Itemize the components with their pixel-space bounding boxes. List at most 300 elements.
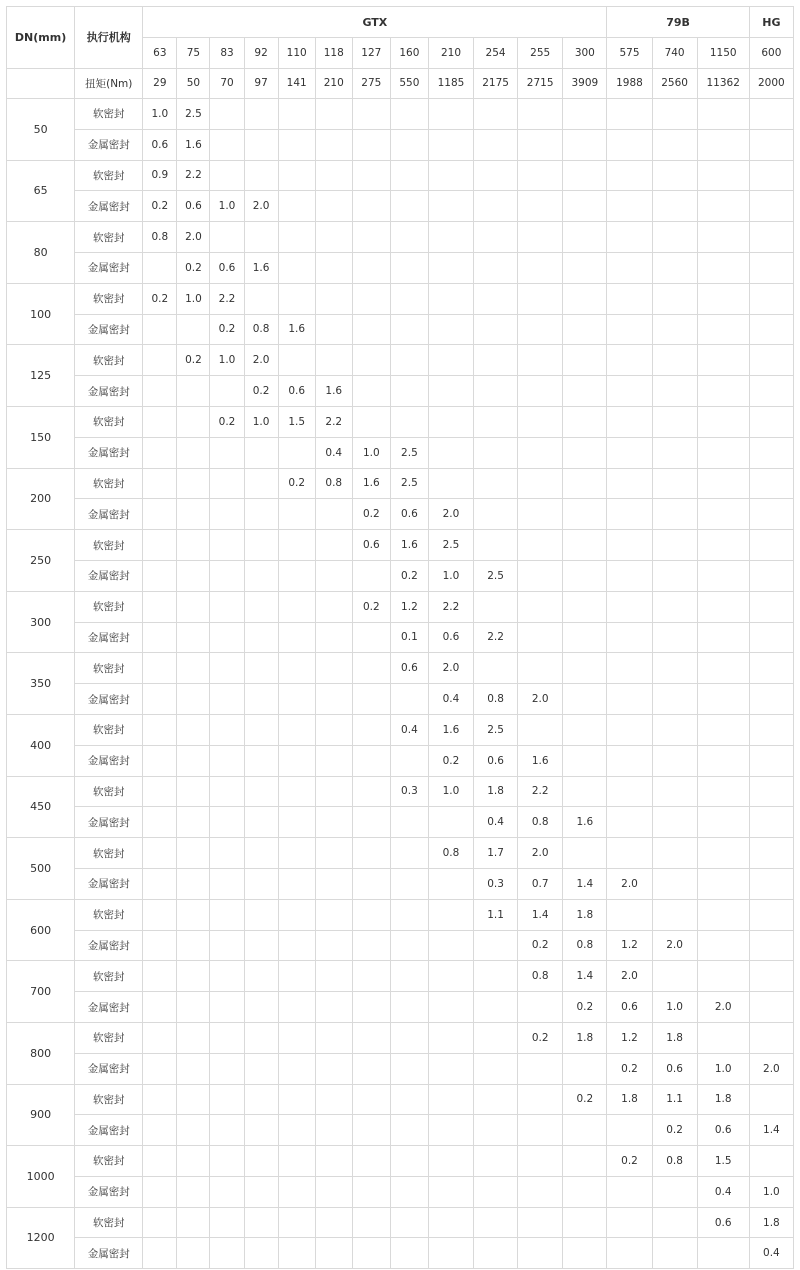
pressure-cell: [518, 1207, 563, 1238]
pressure-cell: [315, 191, 352, 222]
pressure-cell: [697, 776, 749, 807]
torque-header-cell: 2715: [518, 68, 563, 99]
pressure-cell: [518, 437, 563, 468]
pressure-cell: [428, 283, 473, 314]
pressure-cell: [563, 191, 607, 222]
pressure-cell: 0.2: [210, 314, 244, 345]
pressure-cell: [652, 129, 697, 160]
pressure-cell: [177, 499, 210, 530]
pressure-cell: [390, 930, 428, 961]
pressure-cell: [563, 1146, 607, 1177]
pressure-cell: [278, 560, 315, 591]
pressure-cell: [244, 776, 278, 807]
pressure-cell: [563, 160, 607, 191]
pressure-cell: 0.2: [518, 930, 563, 961]
pressure-cell: [390, 191, 428, 222]
pressure-cell: [652, 622, 697, 653]
pressure-cell: [563, 1238, 607, 1269]
pressure-cell: [143, 745, 177, 776]
pressure-cell: [607, 191, 652, 222]
metal-seal-row: [7, 252, 794, 283]
soft-seal-row: [7, 776, 794, 807]
pressure-cell: [518, 376, 563, 407]
pressure-cell: [143, 530, 177, 561]
pressure-cell: [697, 530, 749, 561]
metal-seal-row: [7, 1053, 794, 1084]
dn-size-cell: 700: [7, 961, 75, 1023]
pressure-cell: [278, 653, 315, 684]
pressure-cell: [244, 899, 278, 930]
pressure-cell: [563, 499, 607, 530]
pressure-cell: [244, 437, 278, 468]
pressure-cell: [428, 191, 473, 222]
soft-seal-row: [7, 591, 794, 622]
pressure-cell: [352, 961, 390, 992]
pressure-cell: 2.0: [177, 222, 210, 253]
pressure-cell: [352, 252, 390, 283]
soft-seal-row: [7, 160, 794, 191]
torque-header-cell: 70: [210, 68, 244, 99]
soft-seal-row: [7, 838, 794, 869]
pressure-cell: 1.8: [563, 899, 607, 930]
pressure-cell: [474, 129, 518, 160]
pressure-cell: [428, 807, 473, 838]
pressure-cell: [749, 530, 793, 561]
pressure-cell: [210, 530, 244, 561]
pressure-cell: [697, 468, 749, 499]
pressure-cell: [607, 1238, 652, 1269]
seal-type-label: 金属密封: [75, 129, 143, 160]
pressure-cell: [390, 252, 428, 283]
pressure-cell: [390, 868, 428, 899]
pressure-cell: 0.8: [652, 1146, 697, 1177]
pressure-cell: [244, 468, 278, 499]
pressure-cell: [210, 1146, 244, 1177]
pressure-cell: [143, 1022, 177, 1053]
dn-size-cell: 350: [7, 653, 75, 715]
pressure-cell: [278, 437, 315, 468]
pressure-cell: [315, 99, 352, 130]
soft-seal-row: [7, 899, 794, 930]
pressure-cell: 0.2: [607, 1146, 652, 1177]
pressure-cell: [518, 99, 563, 130]
pressure-cell: [390, 1084, 428, 1115]
pressure-cell: [244, 622, 278, 653]
pressure-cell: [563, 283, 607, 314]
pressure-cell: [697, 376, 749, 407]
torque-header-row: [7, 68, 794, 99]
pressure-cell: [474, 591, 518, 622]
torque-header: 扭矩(Nm): [75, 68, 143, 99]
pressure-cell: [177, 838, 210, 869]
pressure-cell: [177, 745, 210, 776]
model-header-cell: 110: [278, 38, 315, 69]
pressure-cell: [652, 714, 697, 745]
pressure-cell: [177, 560, 210, 591]
pressure-cell: [177, 314, 210, 345]
model-header-cell: 63: [143, 38, 177, 69]
pressure-cell: [143, 653, 177, 684]
pressure-cell: [210, 1084, 244, 1115]
pressure-cell: [652, 191, 697, 222]
pressure-cell: 1.2: [607, 1022, 652, 1053]
pressure-cell: [563, 684, 607, 715]
pressure-cell: [428, 345, 473, 376]
pressure-cell: [749, 283, 793, 314]
seal-type-label: 软密封: [75, 591, 143, 622]
pressure-cell: [210, 653, 244, 684]
dn-size-cell: 50: [7, 99, 75, 161]
pressure-cell: [428, 899, 473, 930]
pressure-cell: [697, 807, 749, 838]
pressure-cell: [607, 345, 652, 376]
pressure-cell: 0.2: [352, 591, 390, 622]
pressure-cell: 1.4: [749, 1115, 793, 1146]
pressure-cell: [652, 899, 697, 930]
pressure-cell: 2.0: [518, 684, 563, 715]
seal-type-label: 金属密封: [75, 560, 143, 591]
pressure-cell: [390, 992, 428, 1023]
pressure-cell: 0.6: [352, 530, 390, 561]
pressure-cell: [143, 1207, 177, 1238]
pressure-cell: [315, 1146, 352, 1177]
pressure-cell: 2.5: [390, 468, 428, 499]
model-header-cell: 575: [607, 38, 652, 69]
pressure-cell: [315, 1022, 352, 1053]
pressure-cell: 0.2: [177, 345, 210, 376]
soft-seal-row: [7, 283, 794, 314]
seal-type-label: 金属密封: [75, 191, 143, 222]
pressure-cell: [315, 345, 352, 376]
pressure-cell: [244, 838, 278, 869]
pressure-cell: 0.8: [518, 807, 563, 838]
pressure-cell: [607, 314, 652, 345]
pressure-cell: [352, 376, 390, 407]
pressure-cell: [652, 222, 697, 253]
pressure-cell: [278, 1084, 315, 1115]
pressure-cell: [352, 560, 390, 591]
pressure-cell: [352, 745, 390, 776]
pressure-cell: [244, 1053, 278, 1084]
pressure-cell: [244, 807, 278, 838]
pressure-cell: [244, 1084, 278, 1115]
pressure-cell: [474, 1176, 518, 1207]
pressure-cell: [143, 868, 177, 899]
pressure-cell: [563, 560, 607, 591]
dn-header: DN(mm): [7, 7, 75, 69]
pressure-cell: 0.6: [143, 129, 177, 160]
metal-seal-row: [7, 622, 794, 653]
pressure-cell: [315, 838, 352, 869]
pressure-cell: [428, 1176, 473, 1207]
metal-seal-row: [7, 868, 794, 899]
pressure-cell: [518, 1238, 563, 1269]
pressure-cell: [518, 345, 563, 376]
pressure-cell: 0.4: [428, 684, 473, 715]
pressure-cell: [210, 437, 244, 468]
pressure-cell: [390, 1053, 428, 1084]
pressure-cell: [697, 345, 749, 376]
pressure-cell: [143, 1146, 177, 1177]
pressure-cell: [352, 99, 390, 130]
pressure-cell: 2.5: [177, 99, 210, 130]
pressure-cell: [278, 345, 315, 376]
pressure-cell: [652, 776, 697, 807]
pressure-cell: [518, 499, 563, 530]
pressure-cell: [315, 899, 352, 930]
pressure-cell: 1.0: [428, 560, 473, 591]
pressure-cell: [244, 99, 278, 130]
pressure-cell: [749, 499, 793, 530]
pressure-cell: [143, 437, 177, 468]
pressure-cell: 1.2: [390, 591, 428, 622]
pressure-cell: [607, 499, 652, 530]
pressure-cell: 0.2: [607, 1053, 652, 1084]
pressure-cell: 0.6: [390, 653, 428, 684]
model-header-cell: 254: [474, 38, 518, 69]
seal-type-label: 软密封: [75, 99, 143, 130]
dn-size-cell: 450: [7, 776, 75, 838]
group-header-hg: HG: [749, 7, 793, 38]
pressure-cell: [315, 807, 352, 838]
seal-type-label: 软密封: [75, 530, 143, 561]
pressure-cell: [278, 714, 315, 745]
pressure-cell: [518, 1084, 563, 1115]
pressure-cell: [428, 437, 473, 468]
pressure-cell: 1.6: [518, 745, 563, 776]
pressure-cell: [697, 1238, 749, 1269]
torque-header-cell: 275: [352, 68, 390, 99]
pressure-cell: 2.0: [518, 838, 563, 869]
pressure-cell: [352, 714, 390, 745]
pressure-cell: 0.4: [749, 1238, 793, 1269]
pressure-cell: [278, 807, 315, 838]
pressure-cell: [177, 406, 210, 437]
torque-header-cell: 2000: [749, 68, 793, 99]
pressure-cell: [697, 591, 749, 622]
seal-type-label: 金属密封: [75, 992, 143, 1023]
seal-type-label: 金属密封: [75, 745, 143, 776]
pressure-cell: [390, 807, 428, 838]
pressure-cell: [428, 1022, 473, 1053]
pressure-cell: 2.0: [428, 499, 473, 530]
pressure-cell: 1.7: [474, 838, 518, 869]
pressure-cell: [143, 1238, 177, 1269]
pressure-cell: 2.2: [315, 406, 352, 437]
seal-type-label: 软密封: [75, 1207, 143, 1238]
pressure-cell: [697, 129, 749, 160]
pressure-cell: [177, 714, 210, 745]
pressure-cell: [563, 222, 607, 253]
pressure-cell: 1.0: [749, 1176, 793, 1207]
pressure-cell: [563, 591, 607, 622]
pressure-cell: 1.0: [652, 992, 697, 1023]
soft-seal-row: [7, 222, 794, 253]
pressure-cell: [315, 283, 352, 314]
pressure-cell: [143, 468, 177, 499]
pressure-cell: [315, 499, 352, 530]
pressure-cell: [315, 684, 352, 715]
pressure-cell: [697, 560, 749, 591]
pressure-cell: 0.2: [563, 992, 607, 1023]
seal-type-label: 金属密封: [75, 930, 143, 961]
seal-type-label: 软密封: [75, 345, 143, 376]
pressure-cell: [474, 437, 518, 468]
pressure-cell: [210, 1115, 244, 1146]
pressure-cell: [177, 653, 210, 684]
dn-size-cell: 800: [7, 1022, 75, 1084]
pressure-cell: [652, 345, 697, 376]
pressure-cell: [315, 1053, 352, 1084]
pressure-cell: [352, 191, 390, 222]
pressure-cell: [315, 222, 352, 253]
metal-seal-row: [7, 807, 794, 838]
pressure-cell: [315, 653, 352, 684]
pressure-cell: 1.0: [143, 99, 177, 130]
pressure-cell: [428, 1053, 473, 1084]
pressure-cell: [563, 129, 607, 160]
model-header-cell: 600: [749, 38, 793, 69]
pressure-cell: [278, 222, 315, 253]
pressure-cell: [474, 1115, 518, 1146]
pressure-cell: [278, 1207, 315, 1238]
metal-seal-row: [7, 745, 794, 776]
pressure-cell: [518, 468, 563, 499]
pressure-cell: 0.8: [244, 314, 278, 345]
pressure-cell: [352, 406, 390, 437]
model-header-cell: 300: [563, 38, 607, 69]
pressure-cell: [210, 622, 244, 653]
seal-type-label: 金属密封: [75, 1176, 143, 1207]
pressure-cell: [244, 1022, 278, 1053]
pressure-cell: [474, 1022, 518, 1053]
seal-type-label: 金属密封: [75, 437, 143, 468]
pressure-cell: [352, 314, 390, 345]
pressure-cell: 0.4: [390, 714, 428, 745]
pressure-cell: [390, 129, 428, 160]
pressure-cell: 1.0: [244, 406, 278, 437]
pressure-cell: [607, 776, 652, 807]
pressure-cell: [278, 283, 315, 314]
model-header-cell: 83: [210, 38, 244, 69]
pressure-cell: [177, 376, 210, 407]
pressure-cell: [563, 99, 607, 130]
pressure-cell: [563, 1176, 607, 1207]
pressure-cell: [474, 314, 518, 345]
torque-blank-cell: [7, 68, 75, 99]
pressure-cell: [563, 406, 607, 437]
pressure-cell: [652, 160, 697, 191]
pressure-cell: [607, 283, 652, 314]
pressure-cell: [390, 1238, 428, 1269]
table-header: [7, 7, 794, 99]
pressure-cell: [244, 499, 278, 530]
pressure-cell: 2.2: [177, 160, 210, 191]
pressure-cell: 0.2: [390, 560, 428, 591]
pressure-cell: [244, 1238, 278, 1269]
pressure-cell: 0.8: [428, 838, 473, 869]
pressure-cell: [652, 499, 697, 530]
pressure-cell: [210, 468, 244, 499]
soft-seal-row: [7, 714, 794, 745]
pressure-cell: [315, 992, 352, 1023]
pressure-cell: [563, 653, 607, 684]
torque-header-cell: 50: [177, 68, 210, 99]
pressure-cell: [697, 191, 749, 222]
pressure-cell: [652, 314, 697, 345]
torque-header-cell: 1988: [607, 68, 652, 99]
seal-type-label: 金属密封: [75, 622, 143, 653]
pressure-cell: [210, 376, 244, 407]
pressure-cell: [210, 1238, 244, 1269]
pressure-cell: [315, 252, 352, 283]
pressure-cell: [607, 1176, 652, 1207]
pressure-cell: [749, 406, 793, 437]
pressure-cell: [278, 1115, 315, 1146]
seal-type-label: 金属密封: [75, 684, 143, 715]
pressure-cell: 2.0: [749, 1053, 793, 1084]
pressure-cell: [518, 560, 563, 591]
pressure-cell: [315, 1176, 352, 1207]
pressure-cell: [143, 899, 177, 930]
pressure-cell: [390, 899, 428, 930]
dn-size-cell: 150: [7, 406, 75, 468]
pressure-cell: 1.4: [518, 899, 563, 930]
pressure-cell: [749, 930, 793, 961]
pressure-cell: [244, 530, 278, 561]
pressure-cell: [143, 776, 177, 807]
pressure-cell: [607, 406, 652, 437]
pressure-cell: 2.0: [244, 191, 278, 222]
pressure-cell: [563, 776, 607, 807]
pressure-cell: [697, 622, 749, 653]
pressure-cell: [210, 129, 244, 160]
pressure-cell: [390, 283, 428, 314]
soft-seal-row: [7, 1207, 794, 1238]
pressure-cell: 1.0: [428, 776, 473, 807]
pressure-cell: [315, 776, 352, 807]
pressure-cell: 1.0: [177, 283, 210, 314]
pressure-cell: [390, 745, 428, 776]
pressure-cell: [278, 868, 315, 899]
pressure-cell: 0.6: [474, 745, 518, 776]
pressure-cell: [278, 191, 315, 222]
pressure-cell: [749, 222, 793, 253]
pressure-cell: [352, 1115, 390, 1146]
pressure-cell: [607, 622, 652, 653]
pressure-cell: [352, 1053, 390, 1084]
pressure-cell: [652, 684, 697, 715]
pressure-cell: [428, 376, 473, 407]
pressure-cell: 2.5: [428, 530, 473, 561]
pressure-cell: [177, 684, 210, 715]
metal-seal-row: [7, 1115, 794, 1146]
pressure-cell: [652, 252, 697, 283]
seal-type-label: 软密封: [75, 899, 143, 930]
pressure-cell: 0.2: [143, 283, 177, 314]
seal-type-label: 软密封: [75, 1084, 143, 1115]
pressure-cell: [143, 622, 177, 653]
pressure-cell: [278, 899, 315, 930]
pressure-cell: [315, 314, 352, 345]
model-header-cell: 118: [315, 38, 352, 69]
pressure-cell: [244, 222, 278, 253]
seal-type-label: 软密封: [75, 961, 143, 992]
pressure-cell: [315, 961, 352, 992]
pressure-cell: [390, 314, 428, 345]
pressure-cell: [143, 406, 177, 437]
pressure-cell: [652, 468, 697, 499]
